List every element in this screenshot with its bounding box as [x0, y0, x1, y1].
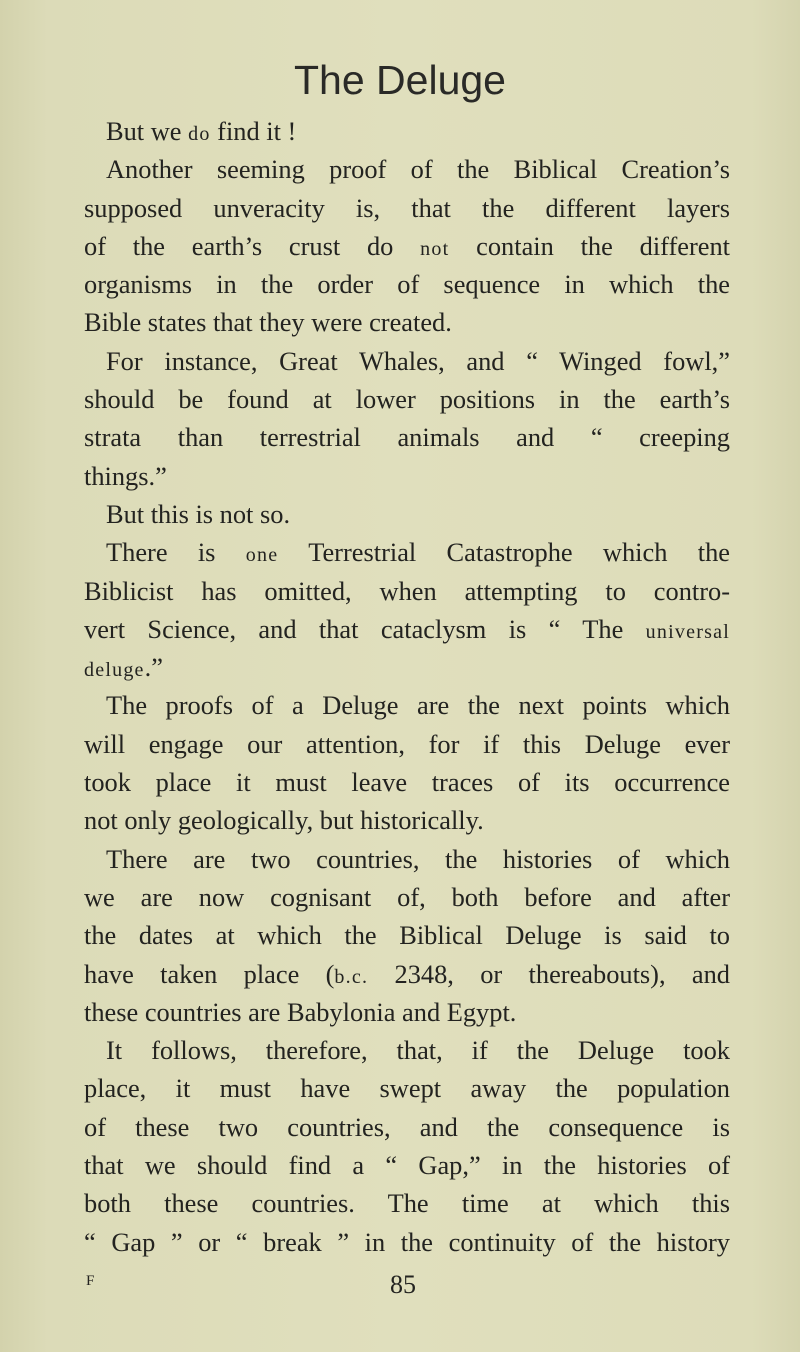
- text-segment: the dates at which the Biblical Deluge is said to: [84, 920, 730, 951]
- text-line: [84, 227, 730, 265]
- text-segment: For instance, Great Whales, and “ Winged fowl,”: [106, 345, 730, 376]
- text-line: [84, 801, 730, 839]
- text-segment: we are now cognisant of, both before and after: [84, 881, 730, 912]
- text-line: [84, 1031, 730, 1069]
- text-segment: things.”: [84, 460, 167, 491]
- text-line: [84, 1146, 730, 1184]
- text-segment: There is: [106, 537, 246, 568]
- text-line: [84, 955, 730, 993]
- text-segment: took place it must leave traces of its occurrence: [84, 767, 730, 798]
- text-segment: Biblicist has omitted, when attempting to contro-: [84, 575, 730, 606]
- text-line: [84, 495, 730, 533]
- text-line: [84, 457, 730, 495]
- text-segment: of the earth’s crust do: [84, 230, 421, 261]
- text-line: [84, 1223, 730, 1261]
- text-line: [84, 878, 730, 916]
- text-segment: vert Science, and that cataclysm is “ The: [84, 613, 646, 644]
- signature-mark: F: [86, 1272, 96, 1289]
- text-segment: But we: [106, 116, 189, 146]
- text-line: [84, 763, 730, 801]
- text-segment: .”: [144, 652, 163, 683]
- text-line: [84, 993, 730, 1031]
- text-line: [84, 572, 730, 610]
- page-footer: [84, 1272, 730, 1302]
- text-segment: have taken place (: [84, 958, 335, 989]
- text-segment: that we should find a “ Gap,” in the histories of: [84, 1150, 730, 1181]
- text-segment: Bible states that they were created.: [84, 307, 452, 338]
- text-line: [84, 610, 730, 648]
- text-segment: It follows, therefore, that, if the Deluge took: [106, 1035, 730, 1066]
- text-segment: 2348, or thereabouts), and: [368, 958, 731, 989]
- text-segment: place, it must have swept away the population: [84, 1073, 730, 1104]
- small-caps-text: deluge: [84, 659, 145, 682]
- text-segment: should be found at lower positions in the earth’s: [84, 384, 730, 415]
- text-line: [84, 725, 730, 763]
- body-text: [84, 112, 730, 1261]
- text-line: [84, 840, 730, 878]
- text-segment: supposed unveracity is, that the different layers: [84, 192, 730, 223]
- text-segment: find it !: [210, 116, 297, 146]
- text-line: [84, 1069, 730, 1107]
- text-line: [84, 112, 730, 150]
- text-line: [84, 150, 730, 188]
- text-segment: of these two countries, and the consequence is: [84, 1111, 730, 1142]
- text-segment: But this is not so.: [106, 498, 291, 529]
- text-segment: will engage our attention, for if this Deluge ever: [84, 728, 730, 759]
- text-segment: There are two countries, the histories of which: [106, 843, 730, 874]
- text-line: [84, 380, 730, 418]
- page-number: 85: [390, 1270, 416, 1299]
- text-line: [84, 686, 730, 724]
- small-caps-text: b.c.: [334, 965, 369, 988]
- text-line: [84, 342, 730, 380]
- text-line: [84, 648, 730, 686]
- text-line: [84, 265, 730, 303]
- small-caps-text: do: [188, 123, 211, 145]
- text-segment: The proofs of a Deluge are the next points which: [106, 690, 730, 721]
- text-segment: contain the different: [449, 230, 730, 261]
- text-segment: both these countries. The time at which this: [84, 1188, 730, 1219]
- text-segment: strata than terrestrial animals and “ creeping: [84, 422, 730, 453]
- text-line: [84, 189, 730, 227]
- text-segment: not only geologically, but historically.: [84, 805, 484, 836]
- text-segment: organisms in the order of sequence in which the: [84, 269, 730, 300]
- text-line: [84, 1108, 730, 1146]
- text-segment: “ Gap ” or “ break ” in the continuity of the history: [84, 1226, 730, 1257]
- small-caps-text: one: [245, 544, 279, 567]
- small-caps-text: universal: [645, 620, 730, 643]
- text-segment: these countries are Babylonia and Egypt.: [84, 996, 517, 1027]
- text-segment: Terrestrial Catastrophe which the: [278, 537, 730, 568]
- text-line: [84, 533, 730, 571]
- small-caps-text: not: [420, 237, 450, 260]
- text-line: [84, 303, 730, 341]
- running-head: The Deluge: [294, 57, 506, 103]
- text-line: [84, 916, 730, 954]
- text-line: [84, 418, 730, 456]
- text-segment: Another seeming proof of the Biblical Creation’s: [106, 154, 730, 185]
- text-line: [84, 1184, 730, 1222]
